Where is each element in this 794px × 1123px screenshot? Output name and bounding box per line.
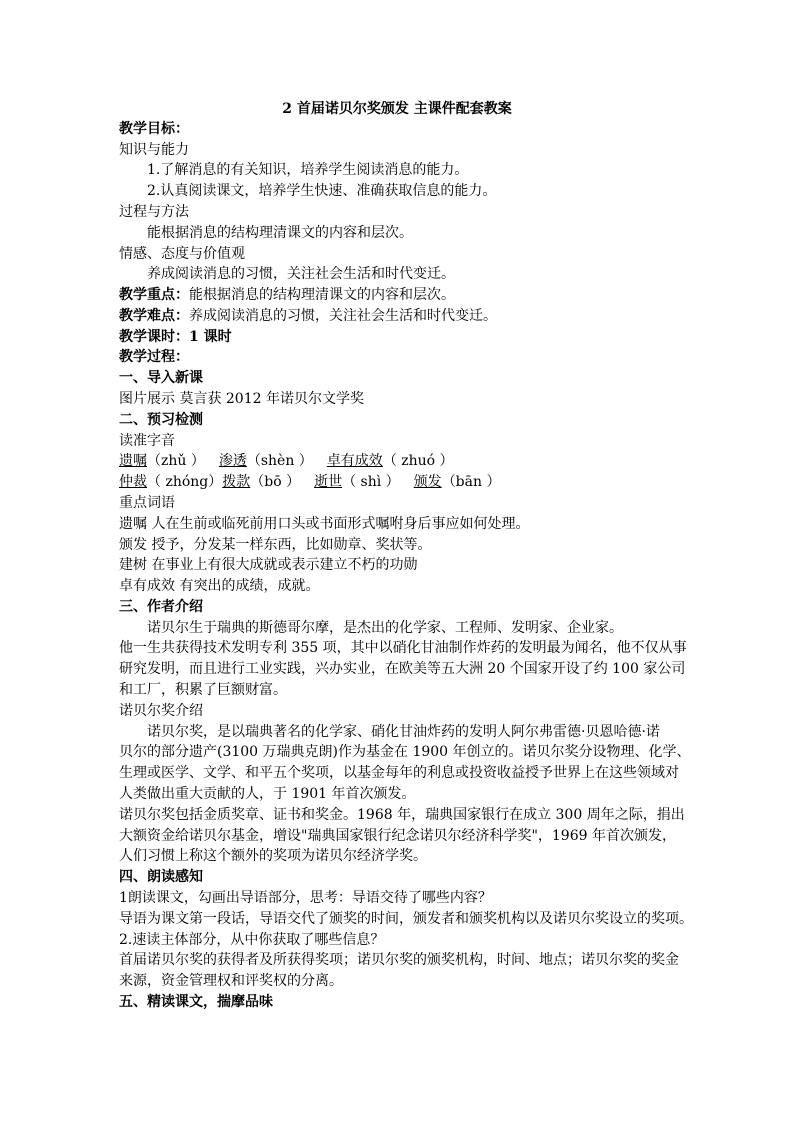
answer-2-line: 来源，资金管理权和评奖权的分离。 xyxy=(119,973,343,989)
teaching-difficulty xyxy=(119,306,497,326)
prize-heading: 诺贝尔奖介绍 xyxy=(119,703,203,719)
prize-paragraph-line: 人们习惯上称这个额外的奖项为诺贝尔经济学奖。 xyxy=(119,848,427,864)
difficulty-label: 教学难点： xyxy=(119,308,189,324)
pinyin-word: 逝世 xyxy=(314,474,343,490)
pinyin-reading: （ shì ） xyxy=(342,474,400,490)
pinyin-word: 仲裁 xyxy=(119,474,147,490)
question-2: 2.速读主体部分，从中你获取了哪些信息？ xyxy=(119,932,385,948)
section-4-heading: 四、朗读感知 xyxy=(119,869,203,885)
section-1-heading: 一、导入新课 xyxy=(119,370,203,386)
section-5-heading: 五、精读课文，揣摩品味 xyxy=(119,994,273,1010)
difficulty-text: 养成阅读消息的习惯，关注社会生活和时代变迁。 xyxy=(189,308,497,324)
prize-paragraph-line: 生理或医学、文学、和平五个奖项，以基金每年的利息或投资收益授予世界上在这些领域对 xyxy=(119,765,679,781)
focus-text: 能根据消息的结构理清课文的内容和层次。 xyxy=(189,287,455,303)
focus-label: 教学重点： xyxy=(119,287,189,303)
knowledge-heading: 知识与能力 xyxy=(119,142,189,158)
process-text: 能根据消息的结构理清课文的内容和层次。 xyxy=(147,225,413,241)
pinyin-reading: （ zhóng） xyxy=(147,474,223,490)
emotion-text: 养成阅读消息的习惯，关注社会生活和时代变迁。 xyxy=(147,266,455,282)
pinyin-word: 拨款 xyxy=(222,474,251,490)
document-title: 2 首届诺贝尔奖颁发 主课件配套教案 xyxy=(282,101,512,117)
section-3-heading: 三、作者介绍 xyxy=(119,599,203,615)
prize-paragraph-line: 大额资金给诺贝尔基金，增设"瑞典国家银行纪念诺贝尔经济科学奖"，1969 年首次颁发， xyxy=(119,828,676,844)
pinyin-word: 遗嘱 xyxy=(119,453,147,469)
author-paragraph-line: 研究发明，而且进行工业实践，兴办实业，在欧美等五大洲 20 个国家开设了约 100 家公司 xyxy=(119,661,686,677)
teaching-hours: 教学课时：1 课时 xyxy=(119,329,232,345)
author-paragraph-1: 诺贝尔生于瑞典的斯德哥尔摩，是杰出的化学家、工程师、发明家、企业家。 xyxy=(147,620,623,636)
pinyin-reading: （bō ） xyxy=(250,474,301,490)
answer-2-line: 首届诺贝尔奖的获得者及所获得奖项；诺贝尔奖的颁奖机构，时间、地点；诺贝尔奖的奖金 xyxy=(119,952,679,968)
goal-1: 1.了解消息的有关知识，培养学生阅读消息的能力。 xyxy=(147,162,469,178)
process-heading: 过程与方法 xyxy=(119,204,189,220)
pinyin-reading: （ zhuó ） xyxy=(382,453,454,469)
process-main-heading: 教学过程： xyxy=(119,349,189,365)
vocab-heading: 重点词语 xyxy=(119,495,175,511)
goals-heading: 教学目标： xyxy=(119,121,189,137)
pinyin-reading: （zhǔ ） xyxy=(147,453,205,469)
pinyin-line-2 xyxy=(119,472,500,492)
vocab-item: 建树 在事业上有很大成就或表示建立不朽的功勋 xyxy=(119,557,418,573)
vocab-item: 颁发 授予，分发某一样东西，比如勋章、奖状等。 xyxy=(119,537,432,553)
prize-paragraph-line: 诺贝尔奖包括金质奖章、证书和奖金。1968 年，瑞典国家银行在成立 300 周年之际，捐出 xyxy=(119,807,685,823)
answer-1: 导语为课文第一段话，导语交代了颁奖的时间，颁发者和颁奖机构以及诺贝尔奖设立的奖项。 xyxy=(119,911,693,927)
pinyin-word: 渗透 xyxy=(218,453,247,469)
goal-2: 2.认真阅读课文，培养学生快速、准确获取信息的能力。 xyxy=(147,183,497,199)
prize-paragraph-line: 人类做出重大贡献的人，于 1901 年首次颁发。 xyxy=(119,786,416,802)
reading-heading: 读准字音 xyxy=(119,433,175,449)
vocab-item: 遗嘱 人在生前或临死前用口头或书面形式嘱咐身后事应如何处理。 xyxy=(119,516,530,532)
section-1-text: 图片展示 莫言获 2012 年诺贝尔文学奖 xyxy=(119,391,364,407)
section-2-heading: 二、预习检测 xyxy=(119,412,203,428)
pinyin-reading: （shèn ） xyxy=(246,453,313,469)
pinyin-line-1 xyxy=(119,451,454,471)
question-1: 1朗读课文，勾画出导语部分，思考：导语交待了哪些内容？ xyxy=(119,890,492,906)
emotion-heading: 情感、态度与价值观 xyxy=(119,246,245,262)
pinyin-reading: （bān ） xyxy=(441,474,501,490)
pinyin-word: 卓有成效 xyxy=(326,453,383,469)
teaching-focus xyxy=(119,285,455,305)
prize-paragraph-line: 诺贝尔奖，是以瑞典著名的化学家、硝化甘油炸药的发明人阿尔弗雷德·贝恩哈德·诺 xyxy=(147,724,660,740)
author-paragraph-line: 他一生共获得技术发明专利 355 项，其中以硝化甘油制作炸药的发明最为闻名，他不仅从事 xyxy=(119,640,687,656)
author-paragraph-line: 和工厂，积累了巨额财富。 xyxy=(119,682,287,698)
prize-paragraph-line: 贝尔的部分遗产(3100 万瑞典克朗)作为基金在 1900 年创立的。诺贝尔奖分设物理、化学、 xyxy=(119,744,691,760)
pinyin-word: 颁发 xyxy=(413,474,442,490)
vocab-item: 卓有成效 有突出的成绩，成就。 xyxy=(119,578,320,594)
